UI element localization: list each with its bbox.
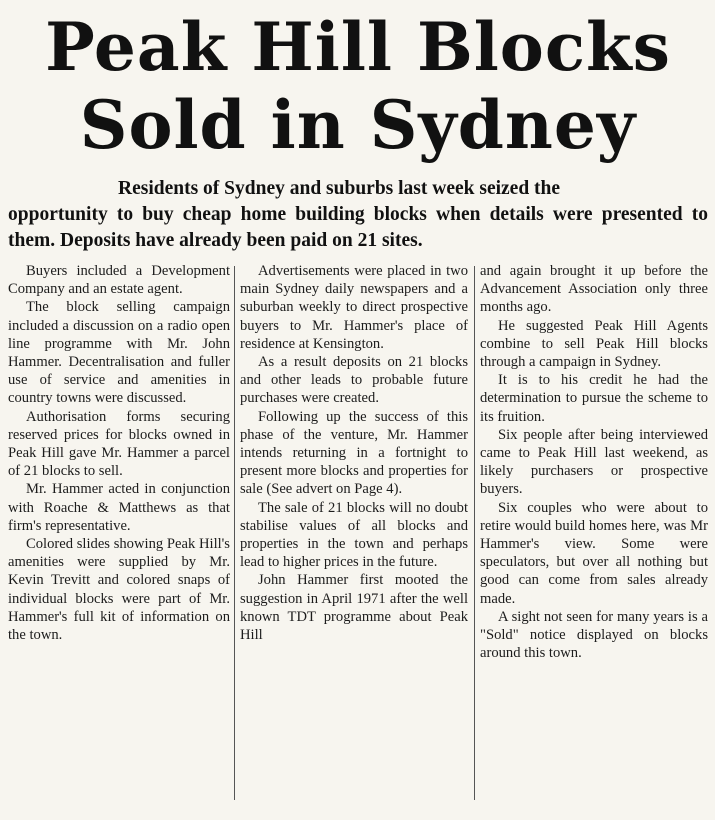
paragraph: Mr. Hammer acted in conjunction with Roache & Matthews as that firm's representative. <box>8 481 230 534</box>
paragraph: A sight not seen for many years is a "Sold" notice displayed on blocks around this town. <box>480 608 708 662</box>
paragraph: Authorisation forms securing reserved prices for blocks owned in Peak Hill gave Mr. Hammer a parcel of 21 blocks to sell. <box>8 408 230 480</box>
paragraph: Buyers included a Development Company and an estate agent. <box>8 263 230 298</box>
headline-line-1: Peak Hill Blocks <box>45 8 671 86</box>
paragraph: and again brought it up before the Advancement Association only three months ago. <box>480 263 708 316</box>
paragraph: Colored slides showing Peak Hill's amenities were supplied by Mr. Kevin Trevitt and colored snaps of individual blocks were part of Mr. Hammer's full kit of information on the town. <box>8 536 230 644</box>
subheadline-line-1: Residents of Sydney and suburbs last week seized the <box>118 178 561 199</box>
subheadline <box>8 176 708 254</box>
column-rule-1 <box>234 266 235 800</box>
paragraph: The block selling campaign included a discussion on a radio open line programme with Mr. John Hammer. Decentralisation and fuller use of service and amenities in country towns were discussed. <box>8 299 230 407</box>
paragraph: John Hammer first mooted the suggestion in April 1971 after the well known TDT programme about Peak Hill <box>240 572 468 644</box>
paragraph: It is to his credit he had the determination to pursue the scheme to its fruition. <box>480 372 708 425</box>
paragraph: The sale of 21 blocks will no doubt stabilise values of all blocks and properties in the town and perhaps lead to higher prices in the future. <box>240 499 468 571</box>
headline-line-2: Sold in Sydney <box>79 86 637 164</box>
paragraph: Following up the success of this phase of the venture, Mr. Hammer intends returning in a fortnight to present more blocks and properties for sale (See advert on Page 4). <box>240 408 468 498</box>
paragraph: Six people after being interviewed came to Peak Hill last weekend, as likely purchasers or prospective buyers. <box>480 426 708 498</box>
article-column-3 <box>480 262 708 662</box>
paragraph: Six couples who were about to retire would build homes here, was Mr Hammer's view. Some were speculators, but over all nothing but good can come from sales already made. <box>480 499 708 607</box>
paragraph: As a result deposits on 21 blocks and other leads to probable future purchases were created. <box>240 354 468 407</box>
paragraph: He suggested Peak Hill Agents combine to sell Peak Hill blocks through a campaign in Sydney. <box>480 317 708 371</box>
subheadline-line-2: opportunity to buy cheap home building blocks when details were <box>8 204 593 225</box>
paragraph: Advertisements were placed in two main Sydney daily newspapers and a suburban weekly to direct prospective buyers to Mr. Hammer's place of residence at Kensington. <box>240 263 468 352</box>
headline <box>6 8 710 164</box>
article-column-1 <box>8 262 230 644</box>
article-column-2 <box>240 262 468 644</box>
subheadline-line-3: presented to them. Deposits have already been paid on 21 sites. <box>8 204 708 251</box>
column-rule-2 <box>474 266 475 800</box>
